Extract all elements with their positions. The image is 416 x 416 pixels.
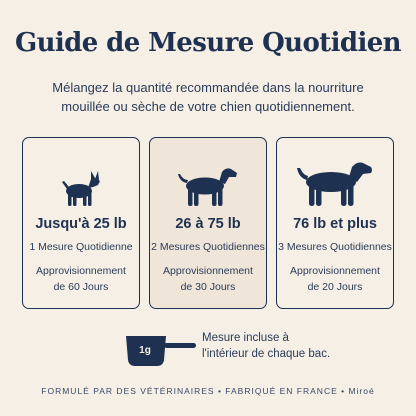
page-title: Guide de Mesure Quotidien xyxy=(15,28,401,58)
scoop-label: 1g xyxy=(139,345,151,356)
card-supply xyxy=(281,263,389,295)
card-range: 76 lb et plus xyxy=(293,216,377,232)
card-supply xyxy=(27,263,135,295)
supply-line-1: Approvisionnement xyxy=(36,265,126,277)
supply-line-1: Approvisionnement xyxy=(163,265,253,277)
supply-line-2: de 20 Jours xyxy=(307,281,363,293)
supply-line-2: de 30 Jours xyxy=(180,281,236,293)
card-measure: 2 Mesures Quotidiennes xyxy=(151,241,265,253)
supply-line-1: Approvisionnement xyxy=(290,265,380,277)
card-small-dog xyxy=(22,137,140,309)
card-measure: 1 Mesure Quotidienne xyxy=(29,241,133,253)
intro-text: Mélangez la quantité recommandée dans la nourriture mouillée ou sèche de votre chien quotidiennement. xyxy=(52,80,364,114)
card-medium-dog xyxy=(149,137,267,309)
card-range: Jusqu'à 25 lb xyxy=(35,216,127,232)
large-dog-icon xyxy=(277,160,393,208)
scoop-text-line-1: Mesure incluse à xyxy=(202,332,289,344)
card-large-dog xyxy=(276,137,394,309)
footer-text: FORMULÉ PAR DES VÉTÉRINAIRES • FABRIQUÉ EN FRANCE • Miroé xyxy=(41,386,375,396)
medium-dog-icon xyxy=(150,160,266,208)
scoop-text xyxy=(202,330,372,362)
supply-line-2: de 60 Jours xyxy=(53,281,109,293)
card-supply xyxy=(154,263,262,295)
scoop-text-line-2: l'intérieur de chaque bac. xyxy=(202,348,331,360)
dose-cards xyxy=(22,137,394,309)
card-measure: 3 Mesures Quotidiennes xyxy=(278,241,392,253)
card-range: 26 à 75 lb xyxy=(175,216,241,232)
small-dog-icon xyxy=(23,160,139,208)
scoop-note xyxy=(124,328,364,368)
